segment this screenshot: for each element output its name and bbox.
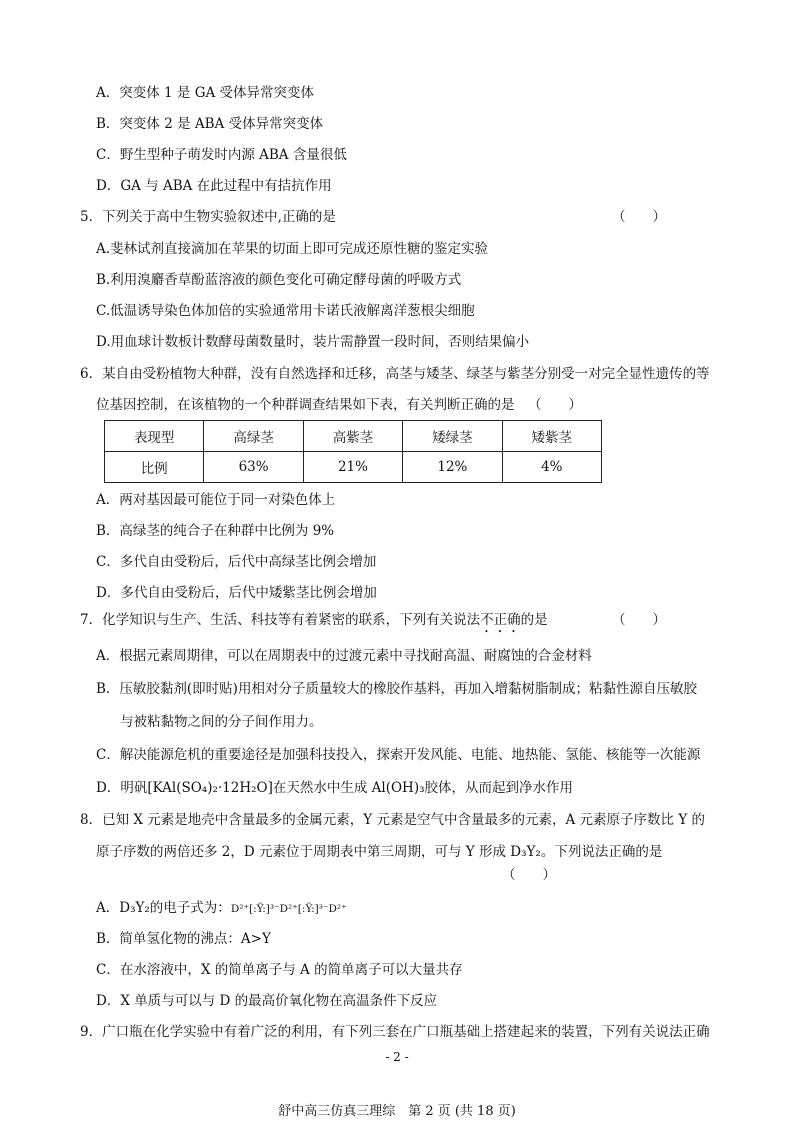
q8-stem-line2: 原子序数的两倍还多 2，D 元素位于周期表中第三周期，可与 Y 形成 D₃Y₂。下列说法正确的是	[96, 844, 663, 860]
q7-stem-pre: 7．化学知识与生产、生活、科技等有着紧密的联系，下列有关说法	[80, 612, 481, 628]
q7-option-c: C．解决能源危机的重要途径是加强科技投入，探索开发风能、电能、地热能、氢能、核能等一次能源	[96, 747, 701, 763]
q7-stem-post: 的是	[520, 612, 548, 628]
q5-answer-paren: （ ）	[612, 209, 666, 225]
q6-option-b: B．高绿茎的纯合子在种群中比例为 9%	[96, 523, 335, 539]
q6-answer-paren: （ ）	[528, 397, 582, 413]
q4-option-d: D．GA 与 ABA 在此过程中有拮抗作用	[96, 178, 332, 194]
electron-formula: D²⁺[:Ÿ:]³⁻D²⁺[:Ÿ:]³⁻D²⁺	[230, 903, 347, 915]
q7-option-b-line1: B．压敏胶黏剂(即时贴)用相对分子质量较大的橡胶作基料，再加入增黏树脂制成；粘黏性源自压敏胶	[96, 681, 697, 697]
q6-stem-line2: 位基因控制，在该植物的一个种群调查结果如下表，有关判断正确的是	[96, 397, 515, 413]
q6-option-c: C．多代自由受粉后，后代中高绿茎比例会增加	[96, 554, 377, 570]
q5-option-c: C.低温诱导染色体加倍的实验通常用卡诺氏液解离洋葱根尖细胞	[96, 303, 475, 319]
table-header-cell: 高绿茎	[204, 421, 303, 452]
q8-answer-paren: （ ）	[502, 867, 556, 883]
q8-option-c: C．在水溶液中，X 的简单离子与 A 的简单离子可以大量共存	[96, 962, 463, 978]
q8-stem-line1: 8．已知 X 元素是地壳中含量最多的金属元素，Y 元素是空气中含量最多的元素，A 元素原子序数比 Y 的	[80, 812, 706, 828]
footer-caption: 舒中高三仿真三理综 第 2 页 (共 18 页)	[278, 1104, 516, 1119]
q7-stem-emphasis: 不正确	[480, 612, 521, 628]
q8-option-b: B．简单氢化物的沸点：A>Y	[96, 931, 271, 947]
q7-answer-paren: （ ）	[612, 612, 666, 628]
table-cell: 63%	[204, 452, 303, 483]
q4-option-c: C．野生型种子萌发时内源 ABA 含量很低	[96, 147, 347, 163]
q4-option-b: B．突变体 2 是 ABA 受体异常突变体	[96, 116, 324, 132]
table-header-cell: 表现型	[105, 421, 204, 452]
q5-option-b: B.利用溴麝香草酚蓝溶液的颜色变化可确定酵母菌的呼吸方式	[96, 272, 462, 288]
q9-stem-line1: 9．广口瓶在化学实验中有着广泛的利用，有下列三套在广口瓶基础上搭建起来的装置，下列有关说法正确	[80, 1024, 710, 1040]
page-number: - 2 -	[385, 1050, 409, 1064]
phenotype-ratio-table	[104, 420, 602, 483]
table-cell: 比例	[105, 452, 204, 483]
q4-option-a: A．突变体 1 是 GA 受体异常突变体	[96, 85, 315, 101]
q5-option-d: D.用血球计数板计数酵母菌数量时，装片需静置一段时间，否则结果偏小	[96, 334, 530, 350]
table-header-cell: 矮绿茎	[403, 421, 502, 452]
q6-stem-line1: 6．某自由受粉植物大种群，没有自然选择和迁移，高茎与矮茎、绿茎与紫茎分别受一对完全显性遗传的等	[80, 366, 710, 382]
table-header-cell: 高紫茎	[303, 421, 402, 452]
table-header-cell: 矮紫茎	[502, 421, 601, 452]
table-row	[105, 452, 602, 483]
q6-option-a: A．两对基因最可能位于同一对染色体上	[96, 492, 336, 508]
q7-stem	[80, 611, 548, 636]
q7-option-a: A．根据元素周期律，可以在周期表中的过渡元素中寻找耐高温、耐腐蚀的合金材料	[96, 648, 592, 664]
table-header-row	[105, 421, 602, 452]
q7-option-d: D．明矾[KAl(SO₄)₂·12H₂O]在天然水中生成 Al(OH)₃胶体，从而起到净水作用	[96, 780, 574, 796]
q6-option-d: D．多代自由受粉后，后代中矮紫茎比例会增加	[96, 585, 377, 601]
table-cell: 12%	[403, 452, 502, 483]
q8-option-a	[96, 899, 347, 918]
q8-option-a-label: A．D₃Y₂的电子式为：	[96, 900, 231, 916]
q8-option-d: D．X 单质与可以与 D 的最高价氧化物在高温条件下反应	[96, 993, 438, 1009]
table-cell: 4%	[502, 452, 601, 483]
q5-option-a: A.斐林试剂直接滴加在苹果的切面上即可完成还原性糖的鉴定实验	[96, 241, 489, 257]
q5-stem: 5．下列关于高中生物实验叙述中,正确的是	[80, 209, 336, 225]
table-cell: 21%	[303, 452, 402, 483]
q7-option-b-line2: 与被粘黏物之间的分子间作用力。	[120, 714, 323, 730]
